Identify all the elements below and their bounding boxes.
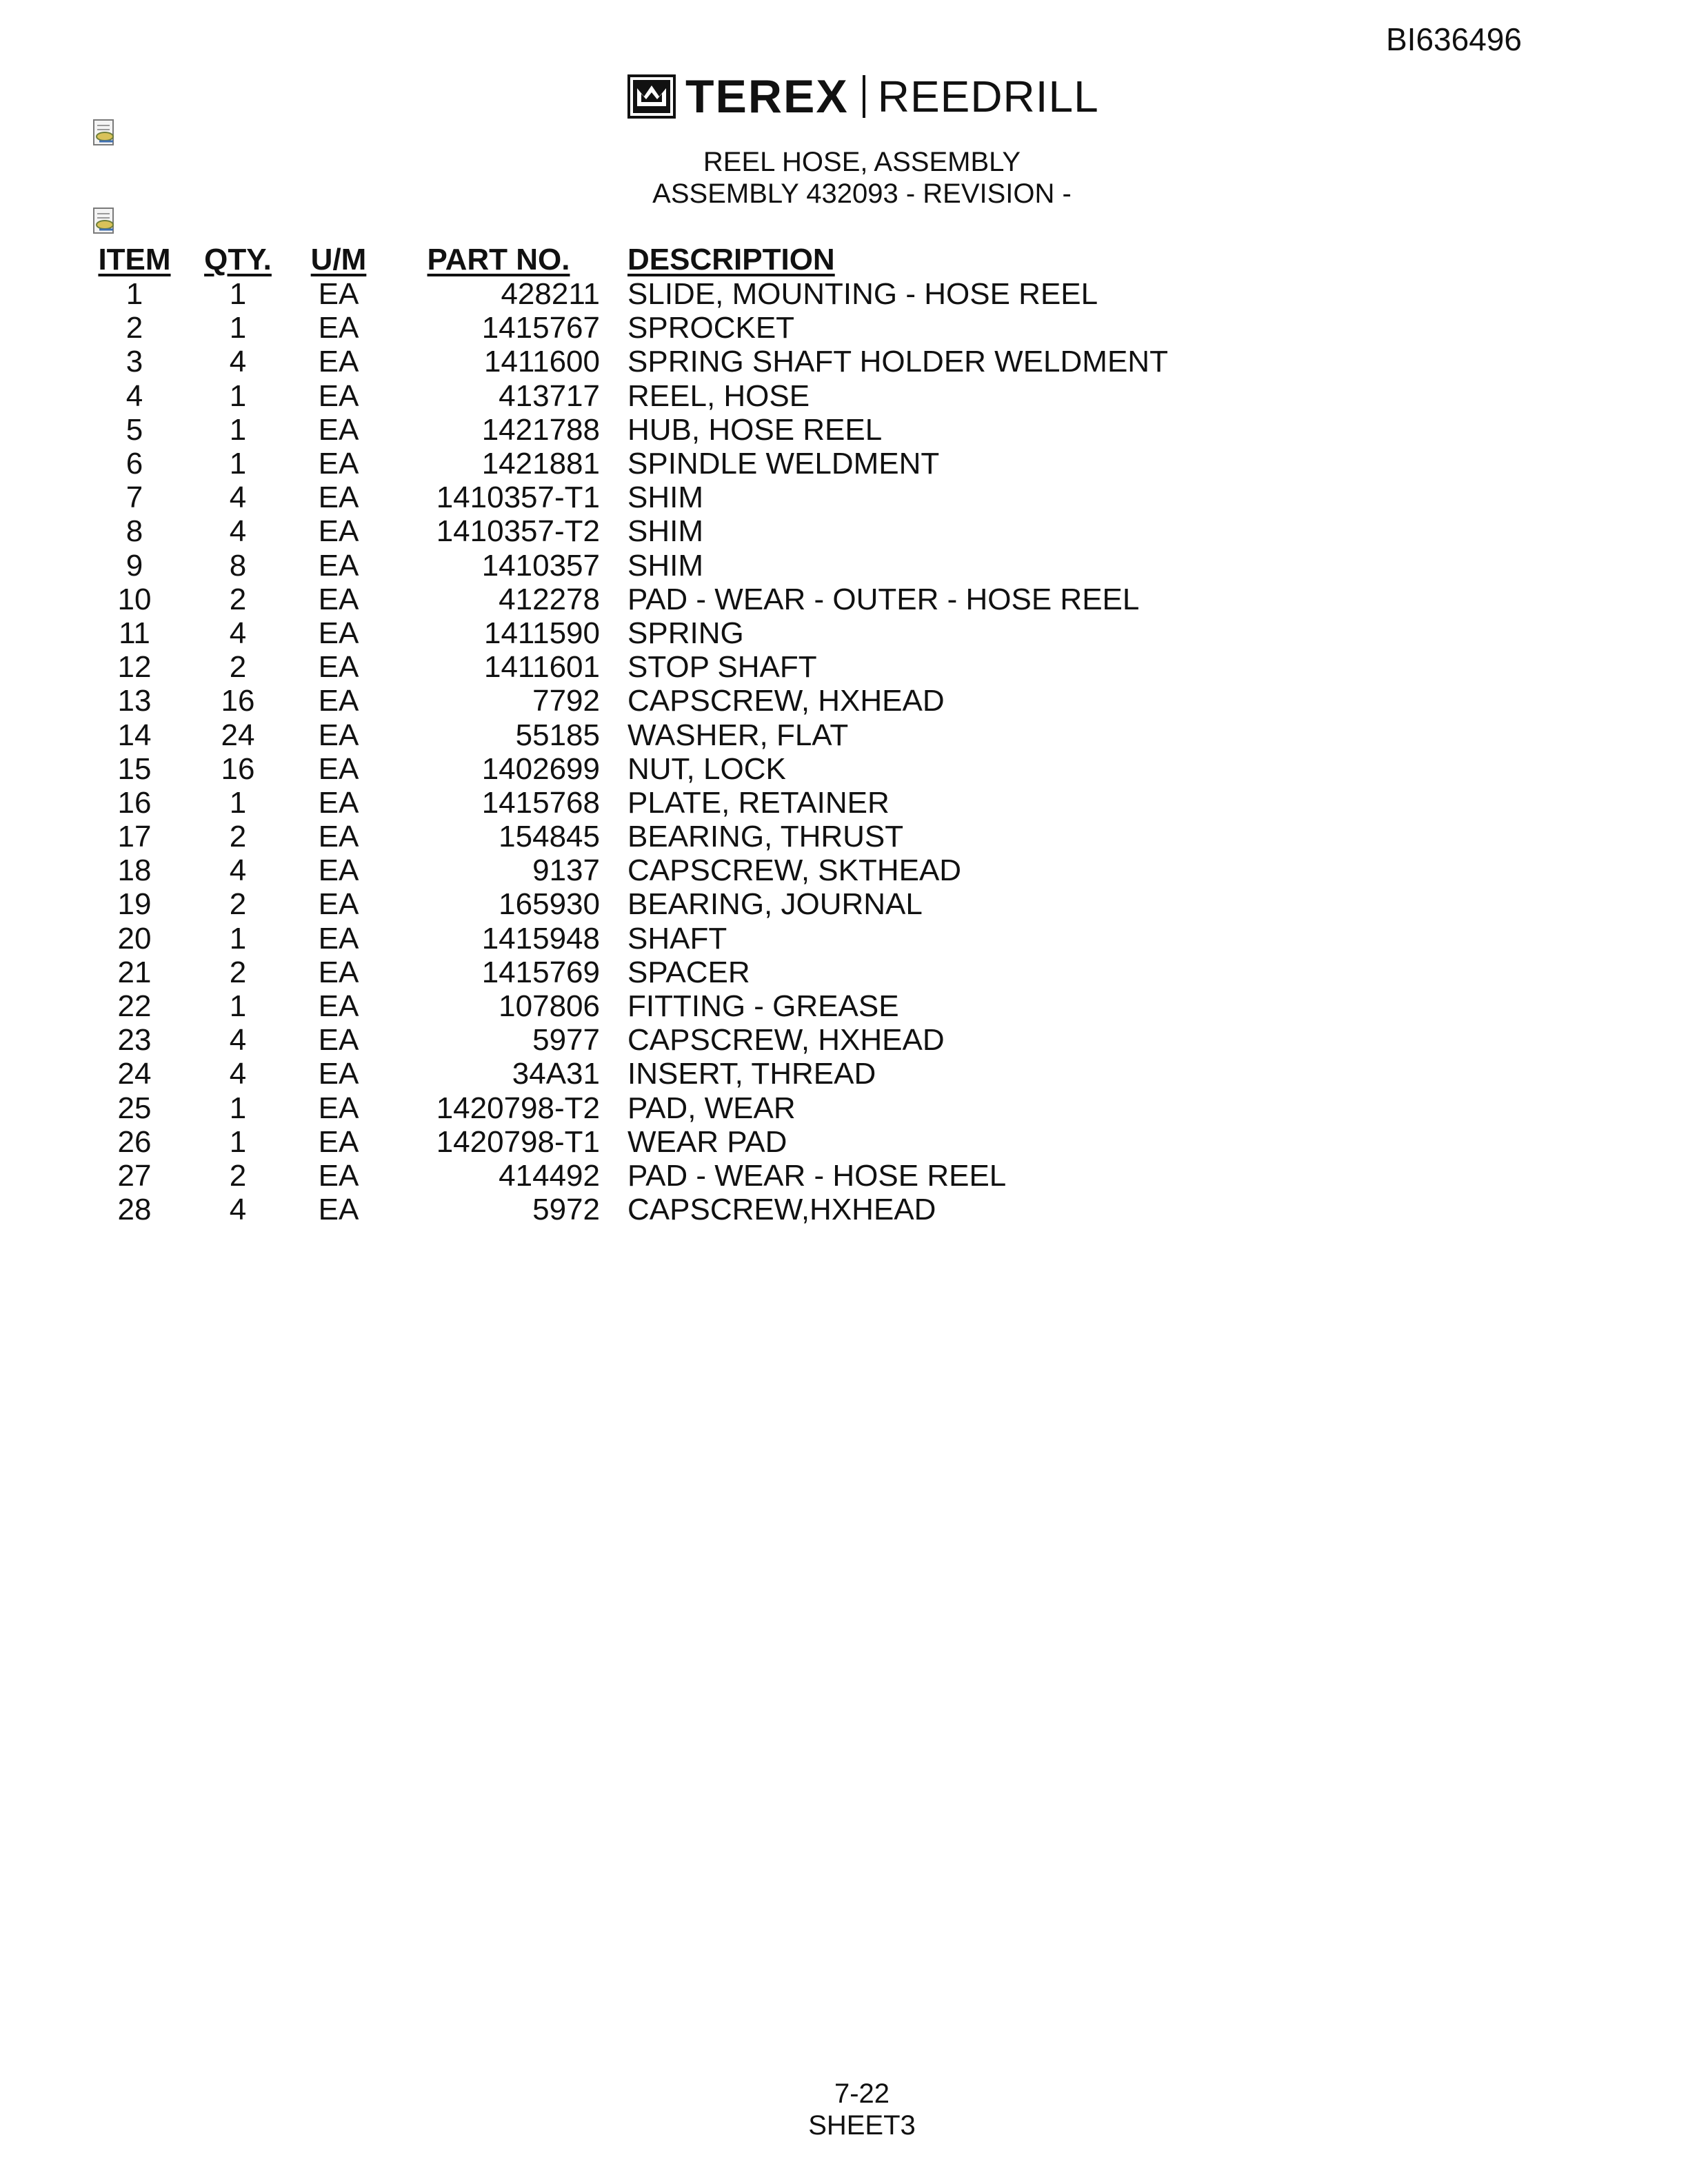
- cell-qty: 4: [229, 481, 247, 515]
- document-icon[interactable]: [92, 207, 119, 236]
- cell-description: SHIM: [627, 548, 703, 583]
- cell-qty: 16: [221, 684, 255, 718]
- cell-qty: 2: [229, 650, 247, 685]
- table-row: [90, 1091, 1168, 1125]
- cell-description: STOP SHAFT: [627, 650, 817, 685]
- cell-um: EA: [318, 1057, 359, 1091]
- cell-um: EA: [318, 514, 359, 549]
- table-row: [90, 752, 1168, 786]
- table-row: [90, 549, 1168, 583]
- table-row: [90, 1159, 1168, 1193]
- cell-part-no: 34A31: [512, 1057, 600, 1091]
- cell-um: EA: [318, 311, 359, 345]
- document-id: BI636496: [1386, 21, 1522, 57]
- cell-part-no: 413717: [499, 378, 600, 413]
- header-um: U/M: [310, 243, 367, 276]
- cell-item: 24: [117, 1057, 152, 1091]
- cell-description: PAD, WEAR: [627, 1091, 796, 1125]
- table-row: [90, 583, 1168, 616]
- terex-reedrill-logo: [627, 72, 1099, 121]
- cell-part-no: 1420798-T2: [436, 1091, 600, 1125]
- cell-description: SHIM: [627, 481, 703, 515]
- cell-part-no: 1411601: [483, 650, 600, 685]
- cell-part-no: 1415948: [481, 921, 600, 956]
- cell-part-no: 7792: [532, 684, 600, 718]
- cell-part-no: 55185: [515, 718, 600, 752]
- cell-item: 3: [125, 345, 143, 379]
- cell-part-no: 1421881: [481, 447, 600, 481]
- cell-part-no: 1410357-T2: [436, 514, 600, 549]
- page-number: 7-22: [834, 2079, 890, 2109]
- cell-description: NUT, LOCK: [627, 751, 786, 786]
- cell-item: 15: [117, 751, 152, 786]
- cell-description: CAPSCREW, HXHEAD: [627, 684, 945, 718]
- cell-um: EA: [318, 887, 359, 922]
- cell-description: SPROCKET: [627, 311, 795, 345]
- table-header-row: [90, 237, 1168, 277]
- cell-item: 2: [125, 311, 143, 345]
- cell-part-no: 1402699: [481, 751, 600, 786]
- cell-qty: 4: [229, 1193, 247, 1227]
- table-row: [90, 481, 1168, 514]
- parts-table-body: [90, 277, 1168, 1226]
- terex-crown-logo-icon: [627, 74, 676, 119]
- assembly-title-line2: ASSEMBLY 432093 - REVISION -: [652, 179, 1072, 209]
- table-row: [90, 820, 1168, 853]
- cell-qty: 4: [229, 1057, 247, 1091]
- cell-description: WASHER, FLAT: [627, 718, 849, 752]
- cell-description: SPINDLE WELDMENT: [627, 447, 940, 481]
- cell-description: SPACER: [627, 955, 750, 989]
- cell-item: 23: [117, 1023, 152, 1058]
- cell-part-no: 1410357: [481, 548, 600, 583]
- table-row: [90, 853, 1168, 887]
- cell-part-no: 1415768: [481, 785, 600, 820]
- table-row: [90, 650, 1168, 684]
- table-row: [90, 718, 1168, 751]
- cell-part-no: 1411600: [483, 345, 600, 379]
- cell-description: HUB, HOSE REEL: [627, 412, 883, 447]
- cell-qty: 4: [229, 514, 247, 549]
- cell-description: SHAFT: [627, 921, 727, 956]
- assembly-title: [0, 146, 1688, 210]
- cell-item: 8: [125, 514, 143, 549]
- cell-part-no: 5972: [532, 1193, 600, 1227]
- cell-um: EA: [318, 751, 359, 786]
- cell-qty: 4: [229, 1023, 247, 1058]
- table-row: [90, 616, 1168, 650]
- cell-um: EA: [318, 412, 359, 447]
- cell-description: SHIM: [627, 514, 703, 549]
- cell-um: EA: [318, 1193, 359, 1227]
- document-icon[interactable]: [92, 119, 119, 148]
- cell-part-no: 1410357-T1: [436, 481, 600, 515]
- cell-part-no: 1415767: [481, 311, 600, 345]
- table-row: [90, 277, 1168, 311]
- cell-qty: 1: [229, 1091, 247, 1125]
- cell-item: 26: [117, 1124, 152, 1159]
- cell-item: 6: [125, 447, 143, 481]
- cell-um: EA: [318, 582, 359, 616]
- cell-description: SPRING SHAFT HOLDER WELDMENT: [627, 345, 1168, 379]
- cell-um: EA: [318, 650, 359, 685]
- cell-qty: 1: [229, 412, 247, 447]
- cell-item: 13: [117, 684, 152, 718]
- cell-description: BEARING, JOURNAL: [627, 887, 923, 922]
- cell-description: BEARING, THRUST: [627, 820, 904, 854]
- page-footer: [0, 2078, 1688, 2141]
- cell-um: EA: [318, 955, 359, 989]
- cell-qty: 2: [229, 887, 247, 922]
- cell-item: 25: [117, 1091, 152, 1125]
- cell-item: 27: [117, 1158, 152, 1193]
- assembly-title-line1: REEL HOSE, ASSEMBLY: [703, 147, 1021, 177]
- cell-qty: 2: [229, 820, 247, 854]
- cell-qty: 2: [229, 582, 247, 616]
- cell-um: EA: [318, 345, 359, 379]
- table-row: [90, 311, 1168, 345]
- cell-qty: 4: [229, 616, 247, 650]
- cell-description: INSERT, THREAD: [627, 1057, 876, 1091]
- cell-description: CAPSCREW,HXHEAD: [627, 1193, 936, 1227]
- cell-um: EA: [318, 277, 359, 312]
- cell-description: WEAR PAD: [627, 1124, 787, 1159]
- cell-part-no: 1411590: [483, 616, 600, 650]
- cell-qty: 4: [229, 853, 247, 888]
- cell-qty: 1: [229, 1124, 247, 1159]
- cell-qty: 1: [229, 378, 247, 413]
- cell-part-no: 428211: [501, 277, 600, 312]
- cell-description: PLATE, RETAINER: [627, 785, 890, 820]
- logo-product-text: REEDRILL: [877, 72, 1099, 121]
- cell-description: FITTING - GREASE: [627, 989, 899, 1024]
- table-row: [90, 1193, 1168, 1226]
- cell-item: 12: [117, 650, 152, 685]
- cell-description: PAD - WEAR - HOSE REEL: [627, 1158, 1007, 1193]
- cell-item: 4: [125, 378, 143, 413]
- cell-item: 21: [117, 955, 152, 989]
- cell-item: 28: [117, 1193, 152, 1227]
- cell-part-no: 5977: [532, 1023, 600, 1058]
- cell-part-no: 107806: [499, 989, 600, 1024]
- cell-item: 7: [125, 481, 143, 515]
- header-qty: QTY.: [204, 243, 272, 276]
- cell-qty: 1: [229, 921, 247, 956]
- cell-um: EA: [318, 1124, 359, 1159]
- cell-item: 18: [117, 853, 152, 888]
- cell-qty: 1: [229, 989, 247, 1024]
- table-row: [90, 345, 1168, 378]
- table-row: [90, 684, 1168, 718]
- cell-qty: 2: [229, 1158, 247, 1193]
- table-row: [90, 989, 1168, 1023]
- sheet-number: SHEET3: [808, 2110, 916, 2141]
- cell-item: 9: [125, 548, 143, 583]
- cell-item: 20: [117, 921, 152, 956]
- cell-item: 22: [117, 989, 152, 1024]
- logo-brand-text: TEREX: [685, 70, 849, 123]
- header-part-no: PART NO.: [427, 243, 570, 276]
- cell-um: EA: [318, 785, 359, 820]
- cell-item: 10: [117, 582, 152, 616]
- cell-um: EA: [318, 1091, 359, 1125]
- cell-um: EA: [318, 481, 359, 515]
- header-item: ITEM: [98, 243, 171, 276]
- cell-item: 5: [125, 412, 143, 447]
- header-description: DESCRIPTION: [627, 243, 835, 276]
- cell-part-no: 1415769: [481, 955, 600, 989]
- cell-part-no: 412278: [499, 582, 600, 616]
- cell-um: EA: [318, 378, 359, 413]
- cell-description: CAPSCREW, HXHEAD: [627, 1023, 945, 1058]
- table-row: [90, 887, 1168, 921]
- cell-item: 14: [117, 718, 152, 752]
- cell-qty: 4: [229, 345, 247, 379]
- cell-qty: 16: [221, 751, 255, 786]
- table-row: [90, 786, 1168, 820]
- logo-divider: [863, 75, 865, 118]
- table-row: [90, 956, 1168, 989]
- cell-description: REEL, HOSE: [627, 378, 810, 413]
- cell-qty: 1: [229, 311, 247, 345]
- cell-um: EA: [318, 1023, 359, 1058]
- cell-qty: 2: [229, 955, 247, 989]
- cell-part-no: 165930: [499, 887, 600, 922]
- cell-um: EA: [318, 718, 359, 752]
- cell-um: EA: [318, 1158, 359, 1193]
- table-row: [90, 922, 1168, 956]
- parts-list-table: [90, 237, 1168, 1226]
- cell-um: EA: [318, 548, 359, 583]
- cell-part-no: 414492: [499, 1158, 600, 1193]
- table-row: [90, 413, 1168, 447]
- cell-um: EA: [318, 853, 359, 888]
- cell-item: 11: [119, 616, 150, 650]
- cell-part-no: 1420798-T1: [436, 1124, 600, 1159]
- cell-part-no: 154845: [499, 820, 600, 854]
- cell-qty: 1: [229, 447, 247, 481]
- cell-um: EA: [318, 921, 359, 956]
- table-row: [90, 514, 1168, 548]
- cell-um: EA: [318, 989, 359, 1024]
- table-row: [90, 1125, 1168, 1159]
- cell-qty: 1: [229, 277, 247, 312]
- cell-description: PAD - WEAR - OUTER - HOSE REEL: [627, 582, 1140, 616]
- cell-item: 19: [117, 887, 152, 922]
- table-row: [90, 1057, 1168, 1091]
- cell-part-no: 1421788: [481, 412, 600, 447]
- cell-item: 16: [117, 785, 152, 820]
- cell-qty: 8: [229, 548, 247, 583]
- table-row: [90, 447, 1168, 481]
- cell-um: EA: [318, 684, 359, 718]
- table-row: [90, 379, 1168, 413]
- table-row: [90, 1023, 1168, 1057]
- cell-item: 1: [125, 277, 143, 312]
- cell-part-no: 9137: [532, 853, 600, 888]
- cell-um: EA: [318, 447, 359, 481]
- cell-qty: 1: [229, 785, 247, 820]
- cell-item: 17: [117, 820, 152, 854]
- cell-description: CAPSCREW, SKTHEAD: [627, 853, 962, 888]
- cell-description: SPRING: [627, 616, 744, 650]
- cell-qty: 24: [221, 718, 255, 752]
- cell-um: EA: [318, 616, 359, 650]
- cell-description: SLIDE, MOUNTING - HOSE REEL: [627, 277, 1098, 312]
- cell-um: EA: [318, 820, 359, 854]
